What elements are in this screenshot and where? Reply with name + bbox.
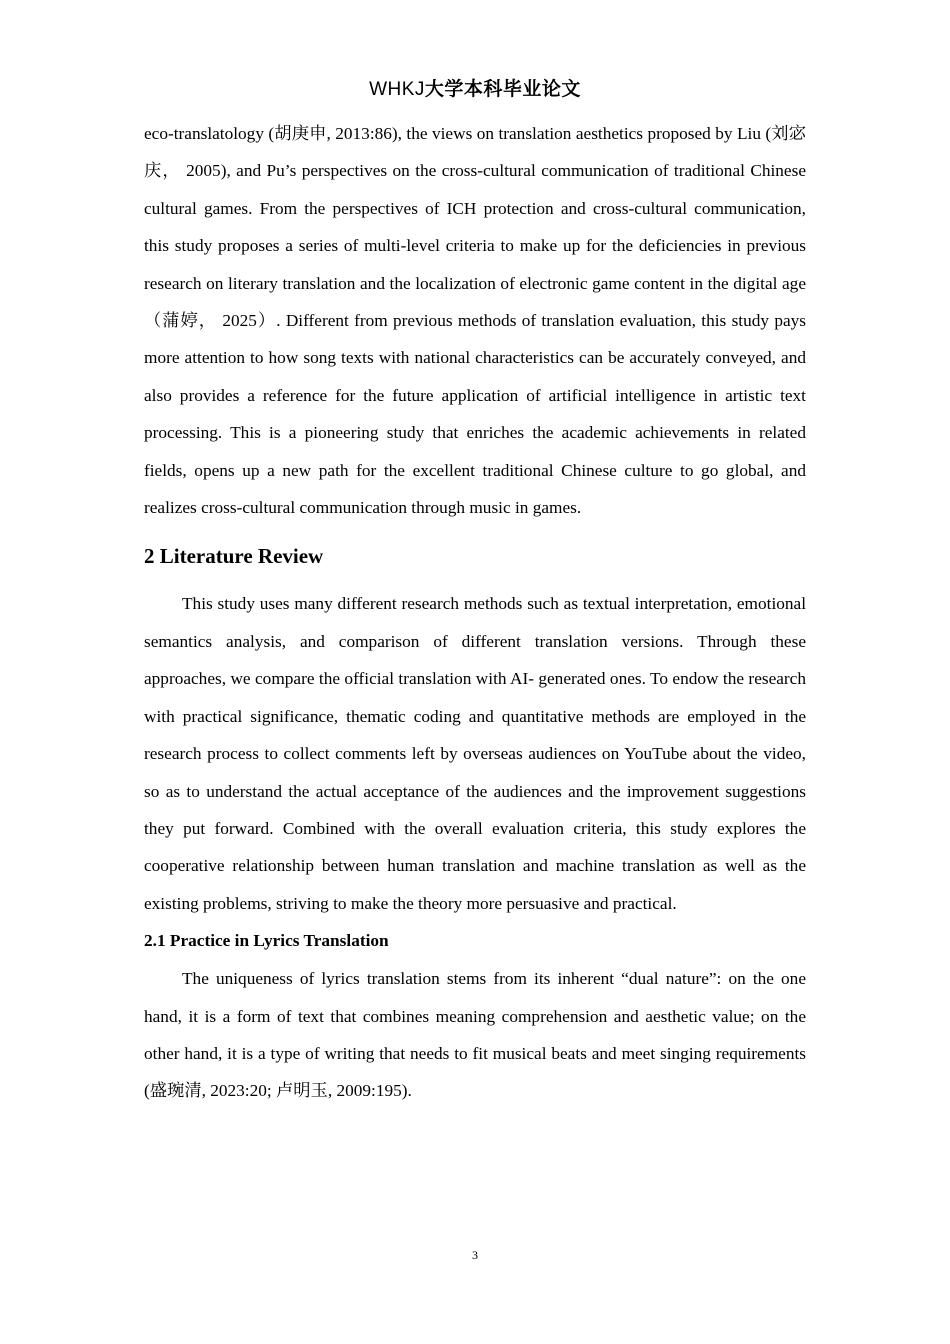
paragraph-continued: eco-translatology (胡庚申, 2013:86), the views on translation aesthetics proposed by Liu (刘宓庆， 2005), and Pu’s perspectives on the cross-cultural communication of traditional Chinese cultural games. From the perspectives of ICH protection and cross-cultural communication, this study proposes a series of multi-level criteria to make up for the deficiencies in previous research on literary translation and the localization of electronic game content in the digital age （蒲婷， 2025）. Different from previous methods of translation evaluation, this study pays more attention to how song texts with national characteristics can be accurately conveyed, and also provides a reference for the future application of artificial intelligence in artistic text processing. This is a pioneering study that enriches the academic achievements in related fields, opens up a new path for the excellent traditional Chinese culture to go global, and realizes cross-cultural communication through music in games. <box>144 124 806 518</box>
page-body <box>144 115 806 1110</box>
page-number: 3 <box>472 1248 478 1262</box>
running-header <box>0 74 950 101</box>
paragraph-research-methods: This study uses many different research methods such as textual interpretation, emotional semantics analysis, and comparison of different translation versions. Through these approaches, we compare the official translation with AI- generated ones. To endow the research with practical significance, thematic coding and quantitative methods are employed in the research process to collect comments left by overseas audiences on YouTube about the video, so as to understand the actual acceptance of the audiences and the improvement suggestions they put forward. Combined with the overall evaluation criteria, this study explores the cooperative relationship between human translation and machine translation as well as the existing problems, striving to make the theory more persuasive and practical. <box>144 594 806 913</box>
subsection-heading-lyrics-translation: 2.1 Practice in Lyrics Translation <box>144 931 389 951</box>
section-heading-literature-review: 2 Literature Review <box>144 544 324 569</box>
header-school-code: WHKJ <box>369 79 425 100</box>
header-thesis-title: 大学本科毕业论文 <box>424 78 581 100</box>
paragraph-lyrics-translation: The uniqueness of lyrics translation stems from its inherent “dual nature”: on the one hand, it is a form of text that combines meaning comprehension and aesthetic value; on the other hand, it is a type of writing that needs to fit musical beats and meet singing requirements (盛琬清, 2023:20; 卢明玉, 2009:195). <box>144 969 806 1101</box>
